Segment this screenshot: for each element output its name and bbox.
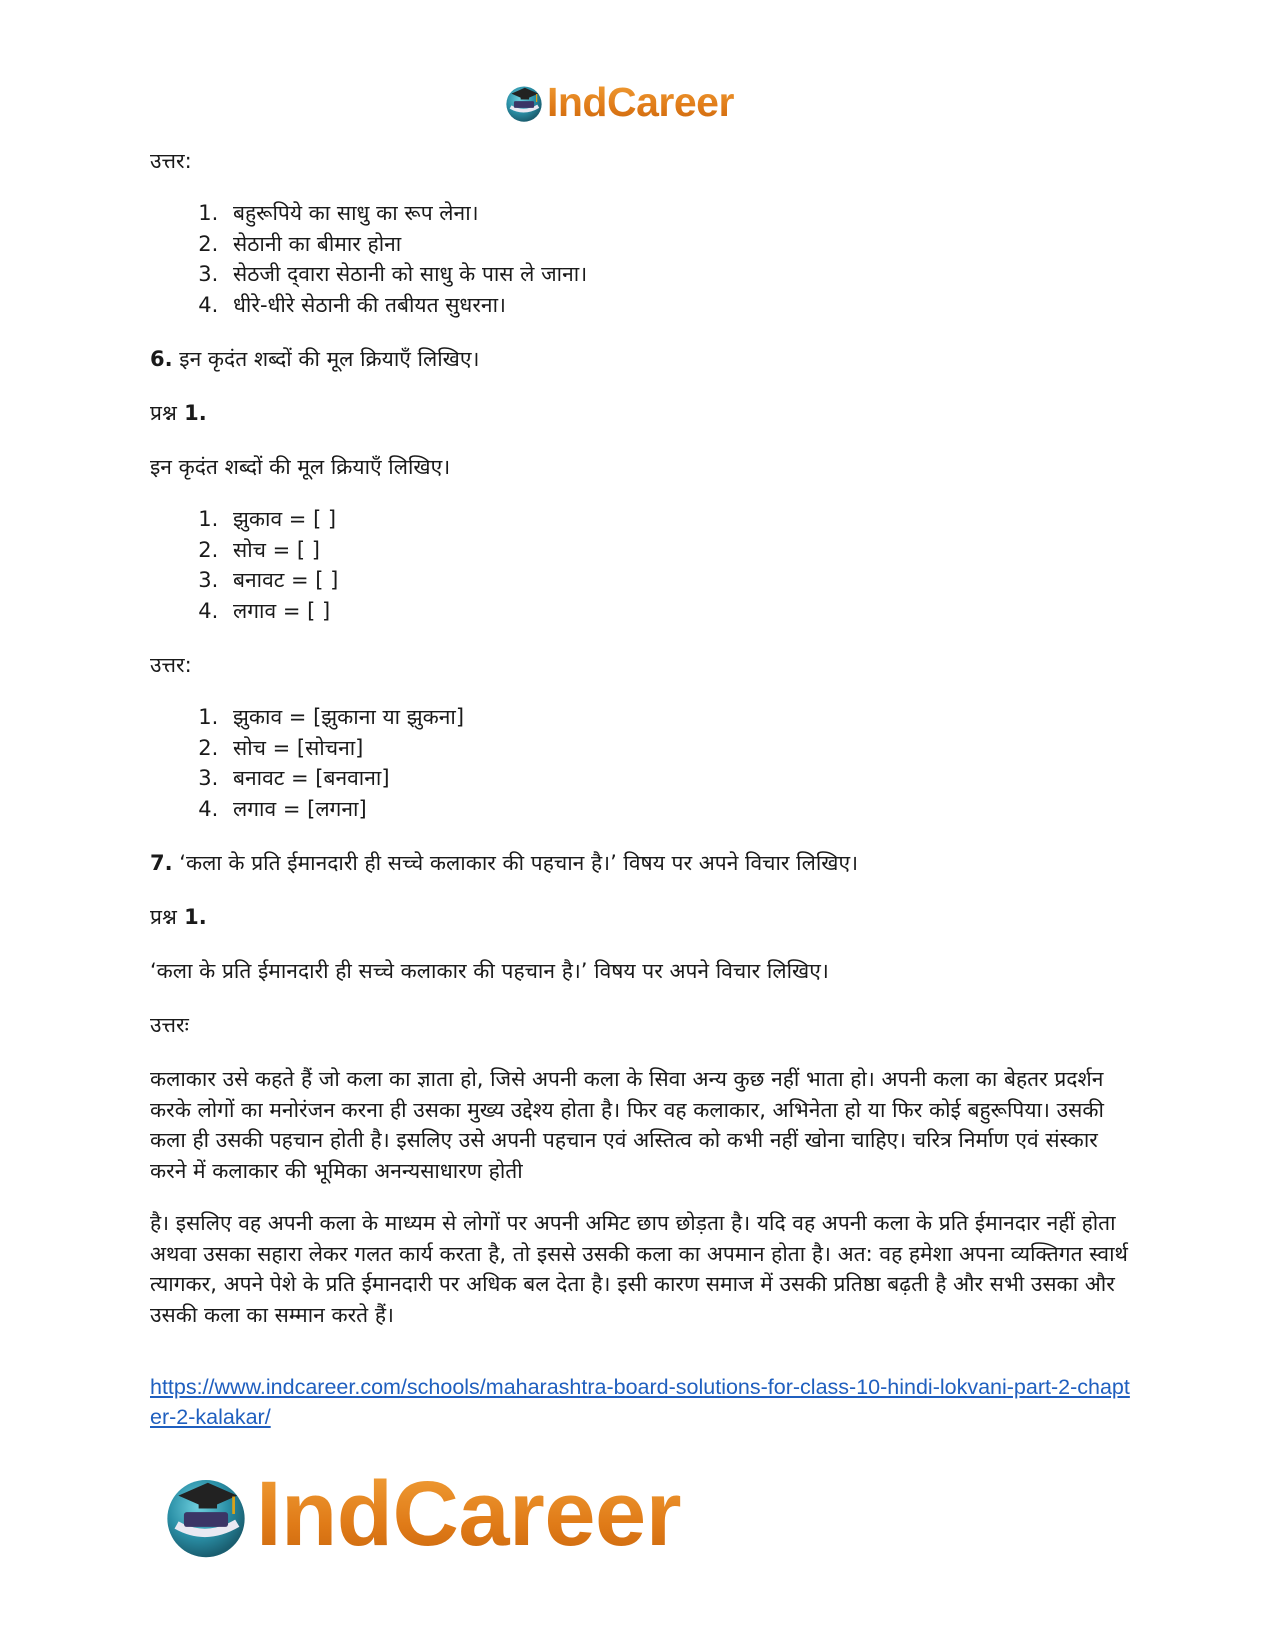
footer-logo — [160, 1462, 681, 1566]
brand-wordmark: IndCareer — [547, 79, 734, 125]
answer-label: उत्तर: — [150, 149, 192, 173]
prashn-word: प्रश्न — [150, 905, 177, 929]
answer-paragraph: कलाकार उसे कहते हैं जो कला का ज्ञाता हो, जिसे अपनी कला के सिवा अन्य कुछ नहीं भाता हो। अपनी कला का बेहतर प्रदर्शन करके लोगों का मनोरंजन करना ही उसका मुख्य उद्देश्य होता है। फिर वह कलाकार, अभिनेता हो या फिर कोई बहुरूपिया। उसकी कला ही उसकी पहचान होती है। इसलिए उसे अपनी पहचान एवं अस्तित्व को कभी नहीं खोना चाहिए। चरित्र निर्माण एवं संस्कार करने में कलाकार की भूमिका अनन्यसाधारण होती — [150, 1067, 1104, 1183]
list-item: 3. बनावट = [बनवाना] — [225, 763, 1130, 794]
document-body — [150, 146, 1130, 1432]
header-logo — [503, 78, 734, 126]
question-number: 7. — [150, 851, 173, 875]
list-item: 3. सेठजी द्‌वारा सेठानी को साधु के पास ले जाना। — [225, 259, 1130, 290]
question-6-heading — [150, 344, 1130, 374]
question-items-list — [150, 504, 1130, 626]
prashn-label — [150, 398, 1130, 428]
list-item: 1. झुकाव = [झुकाना या झुकना] — [225, 702, 1130, 733]
answer-paragraph: है। इसलिए वह अपनी कला के माध्यम से लोगों पर अपनी अमिट छाप छोड़ता है। यदि वह अपनी कला के प्रति ईमानदार नहीं होता अथवा उसका सहारा लेकर गलत कार्य करता है, तो इससे उसकी कला का अपमान होता है। अत: वह हमेशा अपना व्यक्तिगत स्वार्थ त्यागकर, अपने पेशे के प्रति ईमानदारी पर अधिक बल देता है। इसी कारण समाज में उसकी प्रतिष्ठा बढ़ती है और सभी उसका और उसकी कला का सम्मान करते हैं। — [150, 1211, 1128, 1327]
list-item: 3. बनावट = [ ] — [225, 565, 1130, 596]
globe-cap-icon — [160, 1468, 252, 1560]
list-item: 4. धीरे-धीरे सेठानी की तबीयत सुधरना। — [225, 290, 1130, 321]
prashn-label — [150, 902, 1130, 932]
list-item: 2. सोच = [सोचना] — [225, 733, 1130, 764]
prashn-number: 1. — [176, 905, 207, 929]
globe-cap-icon — [503, 81, 545, 123]
list-item: 2. सेठानी का बीमार होना — [225, 229, 1130, 260]
question-prompt: ‘कला के प्रति ईमानदारी ही सच्चे कलाकार की पहचान है।’ विषय पर अपने विचार लिखिए। — [150, 959, 829, 983]
question-prompt: इन कृदंत शब्दों की मूल क्रियाएँ लिखिए। — [150, 455, 451, 479]
prashn-word: प्रश्न — [150, 401, 177, 425]
answer-label: उत्तर: — [150, 653, 192, 677]
list-item: 4. लगाव = [ ] — [225, 596, 1130, 627]
answer-list-sequence — [150, 198, 1130, 320]
answers-list — [150, 702, 1130, 824]
list-item: 1. बहुरूपिये का साधु का रूप लेना। — [225, 198, 1130, 229]
list-item: 1. झुकाव = [ ] — [225, 504, 1130, 535]
brand-wordmark: IndCareer — [256, 1463, 681, 1565]
question-text: इन कृदंत शब्दों की मूल क्रियाएँ लिखिए। — [172, 347, 480, 371]
source-link[interactable]: https://www.indcareer.com/schools/maharashtra-board-solutions-for-class-10-hindi-lokvani-part-2-chapter-2-kalakar/ — [150, 1375, 1130, 1429]
question-7-heading — [150, 848, 1130, 878]
question-text: ‘कला के प्रति ईमानदारी ही सच्चे कलाकार की पहचान है।’ विषय पर अपने विचार लिखिए। — [172, 851, 859, 875]
prashn-number: 1. — [176, 401, 207, 425]
answer-label: उत्तरः — [150, 1013, 189, 1037]
list-item: 2. सोच = [ ] — [225, 535, 1130, 566]
question-number: 6. — [150, 347, 173, 371]
list-item: 4. लगाव = [लगना] — [225, 794, 1130, 825]
